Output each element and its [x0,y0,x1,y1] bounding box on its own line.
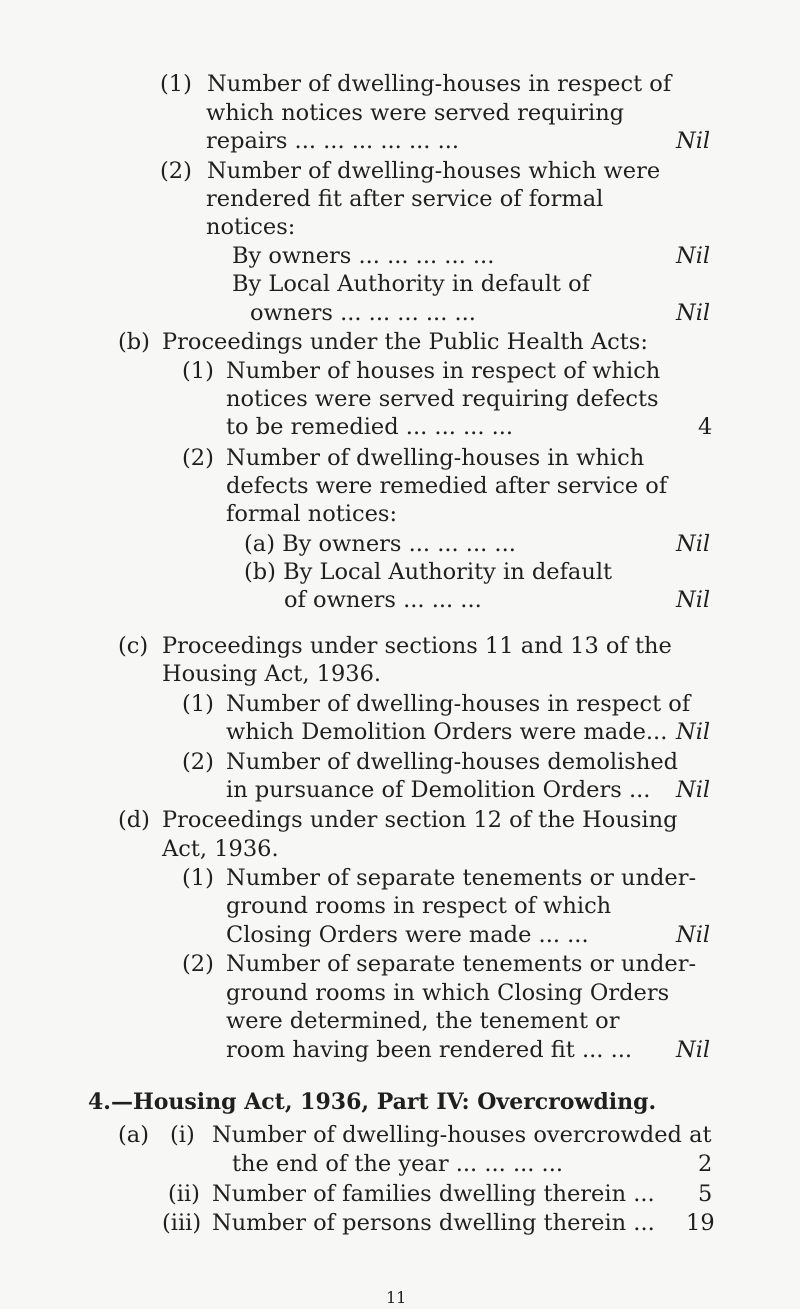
by-local-authority-line2: owners ... ... ... ... ... [250,300,476,326]
c1-label: (1) [182,691,214,717]
value-by-local-authority: Nil [676,300,711,326]
d2-line3: were determined, the tenement or [226,1008,620,1034]
b2-line1: Number of dwelling-houses in which [226,445,645,471]
b2a-line: (a) By owners ... ... ... ... [244,531,516,557]
page-number: 11 [386,1288,407,1307]
section-c-heading-line2: Housing Act, 1936. [162,661,382,687]
value-demolition-orders-made: Nil [676,719,711,745]
value-persons: 19 [686,1210,715,1236]
item-1-line3: repairs ... ... ... ... ... ... [206,128,460,154]
item-2-line3: notices: [206,214,296,240]
c2-line1: Number of dwelling-houses demolished [226,749,679,775]
d2-line4: room having been rendered fit ... ... [226,1037,633,1063]
section-4a-ii-line: Number of families dwelling therein ... [212,1181,655,1207]
item-2-line2: rendered fit after service of formal [206,186,604,212]
value-closing-orders-made: Nil [676,922,711,948]
item-1-line2: which notices were served requiring [206,100,625,126]
value-repairs: Nil [676,128,711,154]
by-owners-line: By owners ... ... ... ... ... [232,243,495,269]
value-families: 5 [698,1181,713,1207]
b2b-line1: (b) By Local Authority in default [244,559,613,585]
section-d-label: (d) [118,807,150,833]
value-closing-orders-determined: Nil [676,1037,711,1063]
b1-label: (1) [182,358,214,384]
section-4a-ii-label: (ii) [168,1181,200,1207]
b2-line2: defects were remedied after service of [226,473,668,499]
b2-line3: formal notices: [226,501,398,527]
value-houses-demolished: Nil [676,777,711,803]
d1-label: (1) [182,865,214,891]
section-4a-i-line2: the end of the year ... ... ... ... [232,1151,564,1177]
c1-line2: which Demolition Orders were made... [226,719,668,745]
b1-line2: notices were served requiring defects [226,386,659,412]
b1-line3: to be remedied ... ... ... ... [226,414,514,440]
section-4-heading: 4.—Housing Act, 1936, Part IV: Overcrowding. [88,1089,657,1115]
section-4a-iii-line: Number of persons dwelling therein ... [212,1210,655,1236]
d1-line2: ground rooms in respect of which [226,893,612,919]
item-1-line1: Number of dwelling-houses in respect of [207,71,672,97]
d2-line2: ground rooms in which Closing Orders [226,980,670,1006]
value-houses-overcrowded: 2 [698,1151,713,1177]
section-c-heading-line1: Proceedings under sections 11 and 13 of the [162,633,672,659]
section-c-label: (c) [118,633,149,659]
c1-line1: Number of dwelling-houses in respect of [226,691,691,717]
section-4a-iii-label: (iii) [162,1210,202,1236]
b2b-line2: of owners ... ... ... [284,587,482,613]
c2-line2: in pursuance of Demolition Orders ... [226,777,651,803]
value-by-owners: Nil [676,243,711,269]
section-b-label: (b) [118,329,150,355]
item-2-label: (2) [160,158,192,184]
value-defects-by-owners: Nil [676,531,711,557]
b1-line1: Number of houses in respect of which [226,358,661,384]
section-4a-i-line1: Number of dwelling-houses overcrowded at [212,1122,712,1148]
section-d-heading-line1: Proceedings under section 12 of the Housing [162,807,678,833]
c2-label: (2) [182,749,214,775]
section-4a-i-label: (i) [170,1122,195,1148]
item-1-label: (1) [160,71,192,97]
value-defects-to-be-remedied: 4 [698,414,713,440]
b2-label: (2) [182,445,214,471]
d2-line1: Number of separate tenements or under- [226,951,697,977]
d2-label: (2) [182,951,214,977]
d1-line1: Number of separate tenements or under- [226,865,697,891]
by-local-authority-line1: By Local Authority in default of [232,271,590,297]
item-2-line1: Number of dwelling-houses which were [207,158,661,184]
section-d-heading-line2: Act, 1936. [162,836,279,862]
section-b-heading: Proceedings under the Public Health Acts: [162,329,648,355]
d1-line3: Closing Orders were made ... ... [226,922,589,948]
section-4a-label: (a) [118,1122,149,1148]
value-defects-by-local-authority: Nil [676,587,711,613]
